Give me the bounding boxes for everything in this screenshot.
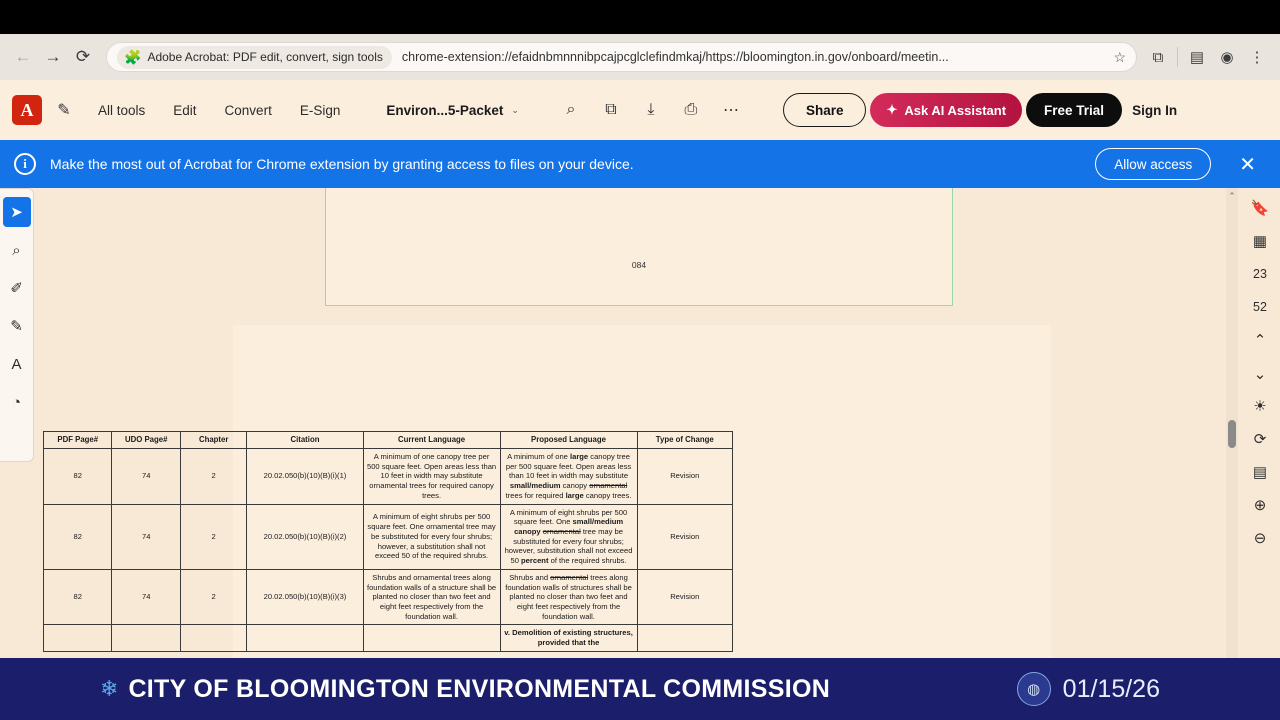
cell-pdf-page: 82 <box>44 448 112 504</box>
reload-button[interactable] <box>68 42 98 72</box>
info-icon: i <box>14 153 36 175</box>
free-trial-button[interactable]: Free Trial <box>1026 93 1122 127</box>
banner-message: Make the most out of Acrobat for Chrome extension by granting access to files on your device. <box>50 156 634 172</box>
document-title-label: Environ...5-Packet <box>386 102 504 118</box>
table-header-row <box>44 432 733 449</box>
header-current-language: Current Language <box>363 432 500 449</box>
allow-access-button[interactable]: Allow access <box>1095 148 1211 180</box>
current-page-number[interactable]: 23 <box>1253 267 1267 281</box>
page-fit-icon[interactable]: ▤ <box>1252 464 1268 481</box>
cell-citation: 20.02.050(b)(10)(B)(i)(3) <box>247 569 363 625</box>
extension-chip-label: Adobe Acrobat: PDF edit, convert, sign tools <box>147 50 383 64</box>
forward-icon: → <box>44 47 62 66</box>
edit-pdf-icon[interactable]: ✎ <box>57 102 71 119</box>
table-body <box>44 448 733 651</box>
copy-icon[interactable]: ⧉ <box>605 101 617 118</box>
chyron-title: CITY OF BLOOMINGTON ENVIRONMENTAL COMMISSION <box>128 674 831 703</box>
cell-type-of-change: Revision <box>637 569 732 625</box>
bookmark-icon[interactable]: 🔖 <box>1250 200 1270 217</box>
udo-change-table <box>43 431 733 652</box>
annotation-toolbar <box>0 188 34 462</box>
select-tool-icon[interactable]: ➤ <box>3 197 31 227</box>
page-footer-number: 084 <box>631 260 647 270</box>
back-icon: ← <box>14 47 32 66</box>
cell-chapter: 2 <box>180 569 246 625</box>
share-button[interactable]: Share <box>783 93 867 127</box>
header-citation: Citation <box>247 432 363 449</box>
print-icon[interactable]: ⎙ <box>684 101 698 118</box>
page-up-icon[interactable]: ⌃ <box>1253 332 1267 349</box>
acrobat-toolbar <box>0 80 1280 140</box>
cell-pdf-page <box>44 625 112 651</box>
url-text: chrome-extension://efaidnbmnnnibpcajpcglclefindmkaj/https://bloomington.in.gov/onboard/meetin... <box>401 50 949 64</box>
cell-chapter <box>180 625 246 651</box>
zoom-in-icon[interactable]: ⊕ <box>1253 497 1267 514</box>
bookmark-icon[interactable]: ☆ <box>1113 48 1126 65</box>
document-title[interactable] <box>386 103 519 118</box>
header-type-of-change: Type of Change <box>637 432 732 449</box>
cell-type-of-change: Revision <box>637 504 732 569</box>
ask-ai-label: Ask AI Assistant <box>904 102 1007 118</box>
cell-current-language: A minimum of eight shrubs per 500 square feet. One ornamental tree may be substituted for every four shrubs; however, a substitution shall not exceed 50 of the required shrubs. <box>363 504 500 569</box>
broadcast-lower-third <box>0 658 1280 720</box>
cell-current-language: A minimum of one canopy tree per 500 square feet. Open areas less than 10 feet in width may substitute ornamental trees for required canopy trees. <box>363 448 500 504</box>
edit-menu[interactable]: Edit <box>173 102 197 118</box>
table-row <box>44 504 733 569</box>
cell-proposed-language: v. Demolition of existing structures, provided that the <box>500 625 637 651</box>
back-button[interactable] <box>8 42 38 72</box>
page-down-icon[interactable]: ⌃ <box>1253 364 1267 381</box>
sign-in-button[interactable]: Sign In <box>1132 102 1178 118</box>
table-row <box>44 569 733 625</box>
zoom-tool-icon[interactable]: ⌕ <box>12 241 21 259</box>
cell-citation: 20.02.050(b)(10)(B)(i)(2) <box>247 504 363 569</box>
text-tool-icon[interactable]: A <box>11 355 22 373</box>
cell-udo-page <box>112 625 180 651</box>
esign-menu[interactable]: E-Sign <box>299 102 341 118</box>
chyron-date: 01/15/26 <box>1062 674 1160 703</box>
draw-tool-icon[interactable]: ✎ <box>10 318 23 335</box>
pdf-viewer <box>0 188 1280 658</box>
cell-chapter: 2 <box>180 448 246 504</box>
cell-pdf-page: 82 <box>44 569 112 625</box>
sparkle-icon: ✦ <box>886 102 898 117</box>
pdf-page-previous <box>325 188 953 306</box>
ask-ai-assistant-button[interactable] <box>870 93 1022 127</box>
close-icon[interactable]: ✕ <box>1239 153 1256 176</box>
cell-current-language <box>363 625 500 651</box>
cell-citation <box>247 625 363 651</box>
chevron-down-icon[interactable]: ⌄ <box>511 104 519 115</box>
scrollbar-thumb[interactable] <box>1228 420 1236 448</box>
header-udo-page: UDO Page# <box>112 432 180 449</box>
cell-citation: 20.02.050(b)(10)(B)(i)(1) <box>247 448 363 504</box>
rotate-icon[interactable]: ⟳ <box>1253 431 1267 448</box>
extensions-icon[interactable]: ⧉ <box>1152 48 1164 66</box>
side-panel-icon[interactable]: ▤ <box>1189 49 1205 66</box>
scroll-up-icon[interactable]: ⌃ <box>1228 190 1236 201</box>
puzzle-icon: 🧩 <box>124 48 142 65</box>
zoom-out-icon[interactable]: ⊖ <box>1253 530 1267 547</box>
header-chapter: Chapter <box>180 432 246 449</box>
acrobat-logo-icon: A <box>12 95 42 125</box>
convert-menu[interactable]: Convert <box>224 102 272 118</box>
cell-type-of-change: Revision <box>637 448 732 504</box>
city-seal-icon: ◍ <box>1017 672 1051 706</box>
cell-proposed-language: Shrubs and ornamental trees along foundation walls of structures shall be planted no closer than two feet and eight feet respectively from the foundation wall. <box>500 569 637 625</box>
header-pdf-page: PDF Page# <box>44 432 112 449</box>
search-icon[interactable]: ⌕ <box>566 101 576 118</box>
extension-chip[interactable] <box>117 46 392 69</box>
total-page-number: 52 <box>1253 300 1267 314</box>
cell-udo-page: 74 <box>112 569 180 625</box>
cell-type-of-change <box>637 625 732 651</box>
chyron-date-group <box>1017 672 1160 706</box>
reload-icon: ⟳ <box>75 47 91 66</box>
table-row <box>44 625 733 651</box>
cell-chapter: 2 <box>180 504 246 569</box>
thumbnail-icon[interactable]: ▦ <box>1252 233 1268 250</box>
more-options-icon[interactable]: ⋯ <box>722 102 739 119</box>
cell-proposed-language: A minimum of eight shrubs per 500 square feet. One small/medium canopy ornamental tree may be substituted for every four shrubs; however, substitution shall not exceed 50 percent of the required shrubs. <box>500 504 637 569</box>
address-bar[interactable] <box>106 42 1137 72</box>
download-icon[interactable]: ⤓ <box>647 101 655 118</box>
viewer-side-toolbar <box>1240 188 1280 658</box>
all-tools-menu[interactable]: All tools <box>98 102 146 118</box>
header-proposed-language: Proposed Language <box>500 432 637 449</box>
erase-tool-icon[interactable]: ◔ <box>11 393 22 411</box>
cell-current-language: Shrubs and ornamental trees along foundation walls of a structure shall be planted no closer than two feet and eight feet respectively from the foundation wall. <box>363 569 500 625</box>
highlight-tool-icon[interactable]: ✐ <box>10 280 23 297</box>
profile-icon[interactable]: ◉ <box>1220 49 1234 66</box>
browser-menu-icon[interactable]: ⋮ <box>1249 49 1265 66</box>
top-letterbox <box>0 0 1280 34</box>
brightness-icon[interactable]: ☀ <box>1253 398 1267 415</box>
browser-toolbar <box>0 34 1280 80</box>
cell-udo-page: 74 <box>112 504 180 569</box>
cell-udo-page: 74 <box>112 448 180 504</box>
toolbar-divider <box>1177 47 1178 67</box>
snowflake-icon: ❄ <box>100 676 119 701</box>
permission-banner <box>0 140 1280 188</box>
table-row <box>44 448 733 504</box>
forward-button[interactable] <box>38 42 68 72</box>
cell-pdf-page: 82 <box>44 504 112 569</box>
cell-proposed-language: A minimum of one large canopy tree per 500 square feet. Open areas less than 10 feet in width may substitute small/medium canopy ornamental trees for required large canopy trees. <box>500 448 637 504</box>
